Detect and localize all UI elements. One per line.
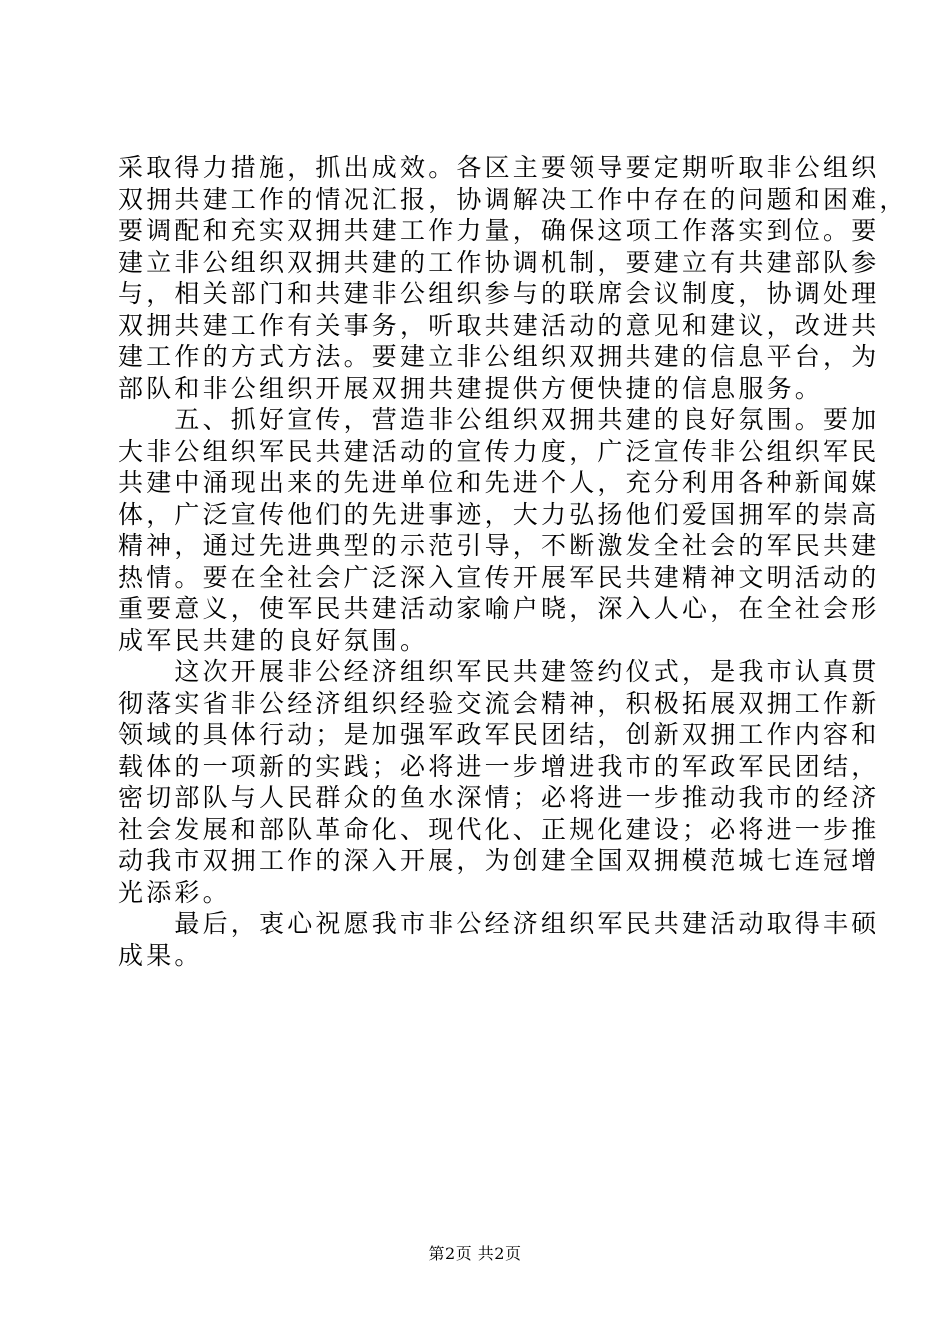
text-line: 这次开展非公经济组织军民共建签约仪式，是我市认真贯 xyxy=(118,657,880,686)
document-body xyxy=(118,152,908,971)
text-line: 成军民共建的良好氛围。 xyxy=(118,625,429,655)
text-line: 五、抓好宣传，营造非公组织双拥共建的良好氛围。要加 xyxy=(118,405,880,434)
text-line: 体，广泛宣传他们的先进事迹，大力弘扬他们爱国拥军的崇高 xyxy=(118,499,880,529)
text-line: 载体的一项新的实践；必将进一步增进我市的军政军民团结， xyxy=(118,751,880,781)
text-line: 共建中涌现出来的先进单位和先进个人，充分利用各种新闻媒 xyxy=(118,468,880,497)
text-line: 采取得力措施，抓出成效。各区主要领导要定期听取非公组织 xyxy=(118,153,880,182)
text-line: 建立非公组织双拥共建的工作协调机制，要建立有共建部队参 xyxy=(118,247,880,277)
text-line: 部队和非公组织开展双拥共建提供方便快捷的信息服务。 xyxy=(118,373,824,403)
text-line: 与，相关部门和共建非公组织参与的联席会议制度，协调处理 xyxy=(118,279,880,308)
text-line: 大非公组织军民共建活动的宣传力度，广泛宣传非公组织军民 xyxy=(118,436,880,466)
page-number-footer: 第2页 共2页 xyxy=(428,1244,522,1263)
text-line: 社会发展和部队革命化、现代化、正规化建设；必将进一步推 xyxy=(118,814,880,844)
text-line: 密切部队与人民群众的鱼水深情；必将进一步推动我市的经济 xyxy=(118,783,880,812)
text-line: 热情。要在全社会广泛深入宣传开展军民共建精神文明活动的 xyxy=(118,562,880,592)
text-line: 要调配和充实双拥共建工作力量，确保这项工作落实到位。要 xyxy=(118,216,880,245)
text-line: 最后，衷心祝愿我市非公经济组织军民共建活动取得丰硕 xyxy=(118,909,880,938)
text-line: 双拥共建工作的情况汇报，协调解决工作中存在的问题和困难， xyxy=(118,184,908,214)
text-line: 建工作的方式方法。要建立非公组织双拥共建的信息平台，为 xyxy=(118,342,880,371)
text-line: 动我市双拥工作的深入开展，为创建全国双拥模范城七连冠增 xyxy=(118,846,880,875)
text-line: 光添彩。 xyxy=(118,877,231,907)
text-line: 成果。 xyxy=(118,940,203,970)
text-line: 彻落实省非公经济组织经验交流会精神，积极拓展双拥工作新 xyxy=(118,688,880,718)
text-line: 双拥共建工作有关事务，听取共建活动的意见和建议，改进共 xyxy=(118,310,880,340)
text-line: 领域的具体行动；是加强军政军民团结，创新双拥工作内容和 xyxy=(118,720,880,749)
text-line: 精神，通过先进典型的示范引导，不断激发全社会的军民共建 xyxy=(118,531,880,560)
text-line: 重要意义，使军民共建活动家喻户晓，深入人心，在全社会形 xyxy=(118,594,880,623)
